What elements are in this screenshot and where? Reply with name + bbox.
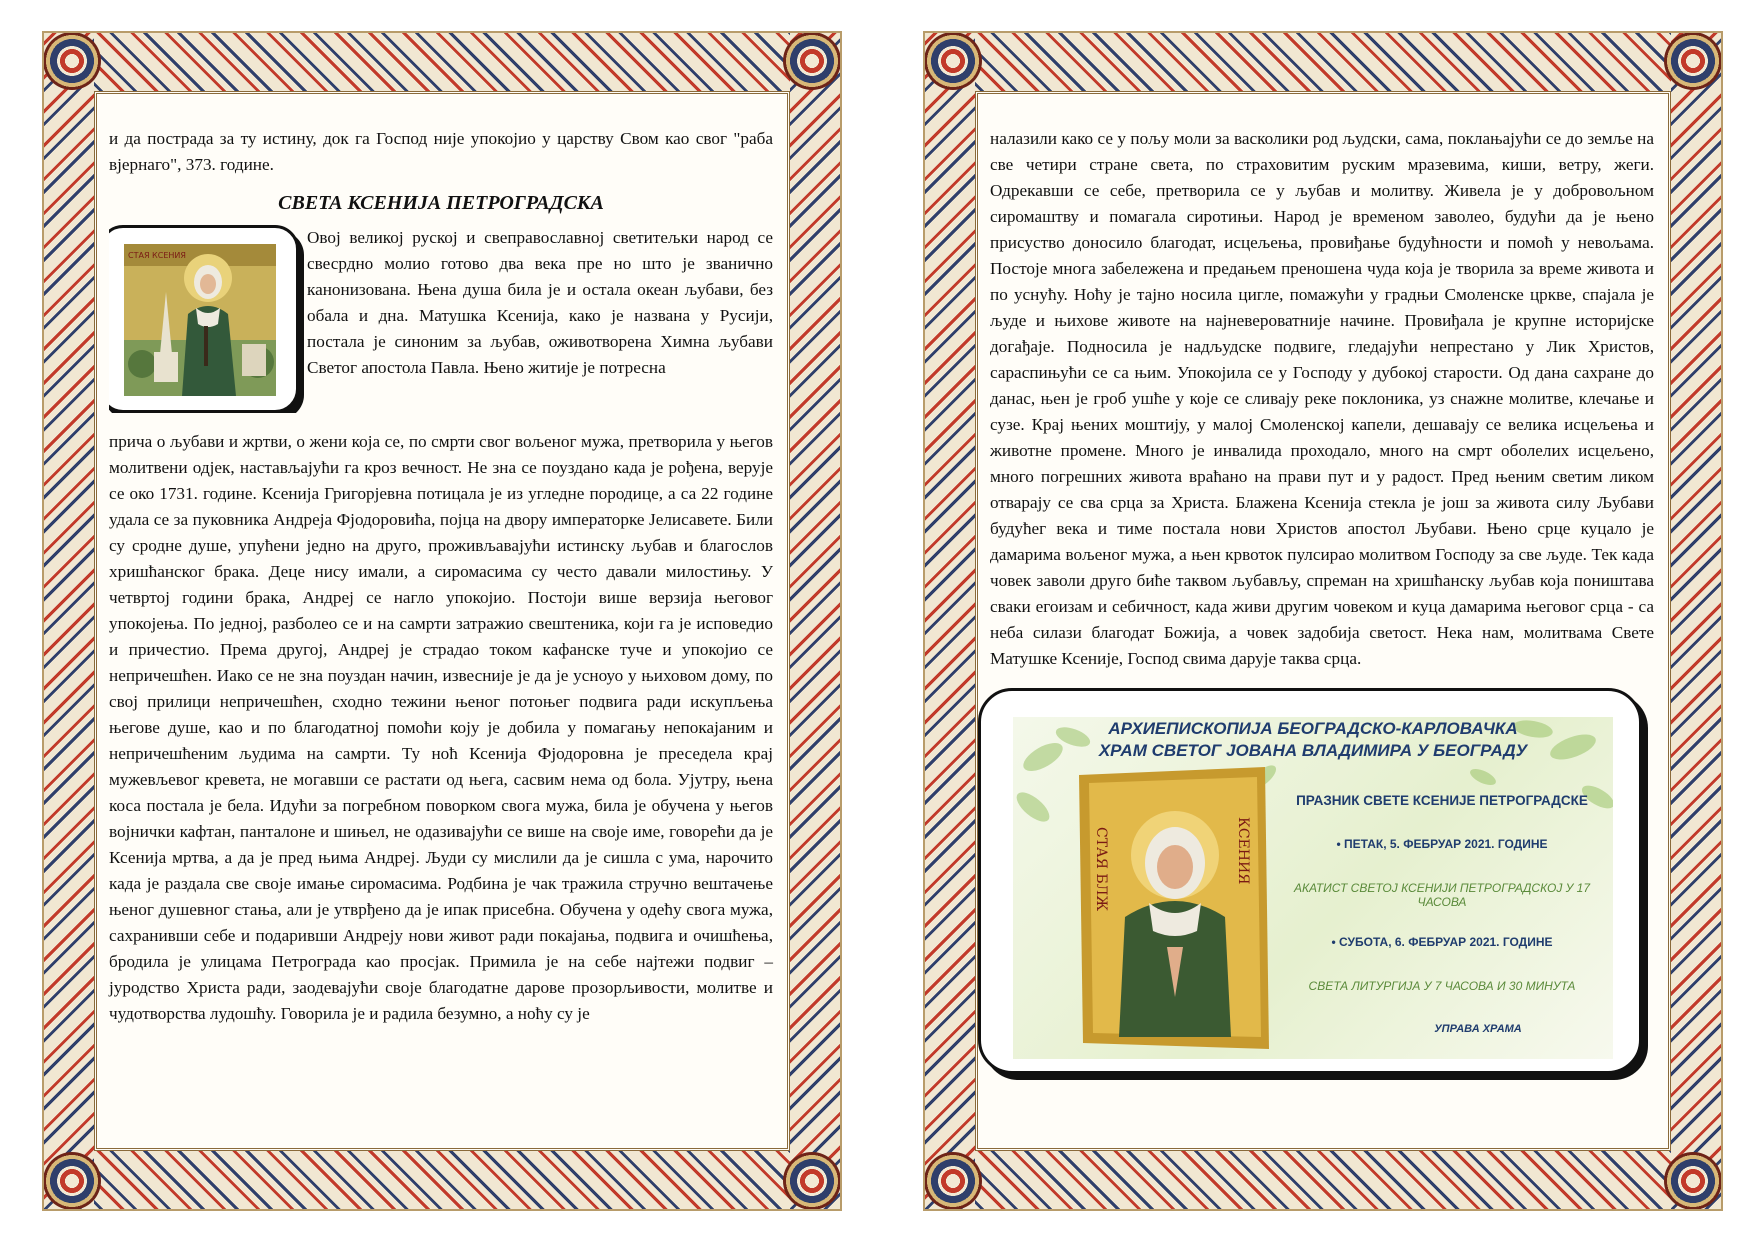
poster-signature: УПРАВА ХРАМА xyxy=(1434,1023,1522,1035)
continued-paragraph: налазили како се у пољу моли за васколики род људски, сама, поклањајући се до земље на све четири стране света, по страховитим руским мразевима, киши, ветру, жеги. Одрекавши се себе, претворила се у љубав и молитву. Живела је у добровољном сиромаштву и помагала сиротињи. Народ је временом заволео, будући да је њено присуство доносило благодат, исцељења, провиђање будућности и помоћ у невољама. Постоје многа забележена и предањем преношена чуда која је творила за време живота и по уснућу. Ноћу је тајно носила цигле, помажући у градњи Смоленске цркве, спајала је људе и њихове животе на најневероватније начине. Провиђала је крупне историјске догађаје. Подносила је надљудске подвиге, гледајући непрестано у Лик Христов, сараспињући се са њим. Упокојила се у Господу у дубокој старости. Од дана сахране до данас, њен је гроб ушће у које се сливају реке поклоника, уз снажне молитве, клечање и сузе. Крај њених моштију, у малој Смоленској капели, дешавају се велика исцељења и животне промене. Много је инвалида проходало, много на смрт оболелих исцељено, много погрешних живота враћано на прави пут и у радост. Пред њеним светим ликом отварају се сва срца за Христа. Блажена Ксенија стекла је још за живота силу Љубави будућег века и тиме постала нови Христов апостол Љубави. Њено срце куцало је дамарима вољеног мужа, а њен крвоток пулсирао молитвом Господу за све људе. Тек када човек заволи друго биће таквом љубављу, спреман на хришћанску љубав која поништава сваки егоизам и себичност, када живи другим човеком и куца дамарима његовог срца - са неба силази благодат Божија, а човек задобија светост. Нека нам, молитвама Свете Матушке Ксеније, Господ свима дарује таква срца. xyxy=(990,129,1654,668)
right-page-content xyxy=(975,91,1671,1151)
border-top xyxy=(925,33,1721,91)
corner-rosette-icon xyxy=(44,1152,101,1209)
left-page-content xyxy=(94,91,790,1151)
saint-xenia-icon xyxy=(124,244,276,396)
border-bottom xyxy=(44,1151,840,1209)
left-page xyxy=(42,31,842,1211)
right-page xyxy=(923,31,1723,1211)
svg-text:СТАЯ БЛЖ: СТАЯ БЛЖ xyxy=(1093,827,1109,912)
corner-rosette-icon xyxy=(925,1152,982,1209)
poster-header-line1: АРХИЕПИСКОПИЈА БЕОГРАДСКО-КАРЛОВАЧКА xyxy=(1108,719,1518,738)
poster-service-2: СВЕТА ЛИТУРГИЈА У 7 ЧАСОВА И 30 МИНУТА xyxy=(1308,979,1576,993)
intro-paragraph: и да пострада за ту истину, док га Господ није упокојио у царству Свом као свог "раба вјернаго", 373. године. xyxy=(109,129,773,174)
floated-paragraph: Овој великој руској и свеправославној светитељки народ се свесрдно молио готово два века пре но што је званично канонизована. Њена душа била је и остала океан љубави, без обала и дна. Матушка Ксенија, како је названа у Русији, постала је синоним за љубав, оживотворена Химна љубави Светог апостола Павла. Њено житије је потресна xyxy=(307,228,773,377)
border-right xyxy=(1671,33,1721,1209)
border-left xyxy=(925,33,975,1209)
event-poster-card xyxy=(978,688,1642,1074)
poster-date-2: • СУБОТА, 6. ФЕБРУАР 2021. ГОДИНЕ xyxy=(1331,935,1553,949)
poster-feast-title: ПРАЗНИК СВЕТЕ КСЕНИЈЕ ПЕТРОГРАДСКЕ xyxy=(1296,793,1588,808)
saint-icon-card xyxy=(109,225,299,413)
svg-text:СТАЯ КСЕНИЯ: СТАЯ КСЕНИЯ xyxy=(128,251,186,260)
article-title: СВЕТА КСЕНИЈА ПЕТРОГРАДСКА xyxy=(278,192,604,214)
corner-rosette-icon xyxy=(783,33,840,90)
icon-section xyxy=(109,225,773,413)
border-bottom xyxy=(925,1151,1721,1209)
saint-xenia-icon xyxy=(1079,767,1269,1049)
poster-date-1: • ПЕТАК, 5. ФЕБРУАР 2021. ГОДИНЕ xyxy=(1336,837,1548,851)
main-paragraph: прича о љубави и жртви, о жени која се, по смрти свог вољеног мужа, претворила у његов молитвени одјек, настављајући га кроз вечност. Не зна се поуздано када је рођена, верује се око 1731. године. Ксенија Григорјевна потицала је из угледне породице, а са 22 године удала се за пуковника Андреја Фјодоровића, појца на двору императорке Јелисавете. Били су сродне душе, упућени једно на друго, проживљавајући истинску љубав и благослов хришћанског брака. Деце нису имали, а сиромасима су често давали милостињу. У четвртој години брака, Андреј се нагло упокојио. Постоји више верзија његовог упокојења. По једној, разболео се и на самрти затражио свештеника, који га је исповедио и причестио. Према другој, Андреј је страдао током кафанске туче и упокојио се непричешћен. Иако се не зна поуздан начин, извесније је да је усноуо у њиховом дому, по свој прилици непричешћен, сходно тежини њеног потоњег подвига ради искупљења његове душе, као и по благодатној помоћи коју је добила у помагању непокајаним и непричешћеним људима на самрти. Ту ноћ Ксенија Фјодоровна је преседела крај мужевљевог кревета, не могавши се растати од њега, сасвим нема од бола. Ујутру, њена коса постала је бела. Идући за погребном поворком свога мужа, била је обучена у његов војнички кафтан, панталоне и шињел, не одазивајући се више на своје име, говорећи да је Ксенија мртва, а да је пред њима Андреј. Људи су мислили да је сишла с ума, нарочито када је раздала све своје имање сиромасима. Родбина је чак тражила стручно вештачење њеног душевног стања, али је утврђено да је ипак присебна. Обучена у одећу свога мужа, сахранивши себе и подаривши Андреју нови живот ради покајања, подвига и очишћења, бродила је улицама Петрограда као просјак. Примила је на себе најтежи подвиг – јуродство Христа ради, заодевајући своје благодатне дарове прозорљивости, молитве и чудотворства лудошћу. Говорила је и радила безумно, а ноћу су је xyxy=(109,432,773,1023)
border-right xyxy=(790,33,840,1209)
corner-rosette-icon xyxy=(44,33,101,90)
corner-rosette-icon xyxy=(925,33,982,90)
corner-rosette-icon xyxy=(783,1152,840,1209)
border-top xyxy=(44,33,840,91)
poster-service-1: АКАТИСТ СВЕТОЈ КСЕНИЈИ ПЕТРОГРАДСКОЈ У 17 ЧАСОВА xyxy=(1293,881,1591,909)
border-left xyxy=(44,33,94,1209)
poster-header-line2: ХРАМ СВЕТОГ ЈОВАНА ВЛАДИМИРА У БЕОГРАДУ xyxy=(1098,741,1528,760)
event-poster xyxy=(1013,717,1613,1059)
corner-rosette-icon xyxy=(1664,1152,1721,1209)
corner-rosette-icon xyxy=(1664,33,1721,90)
svg-text:КСЕНИЯ: КСЕНИЯ xyxy=(1235,817,1251,885)
